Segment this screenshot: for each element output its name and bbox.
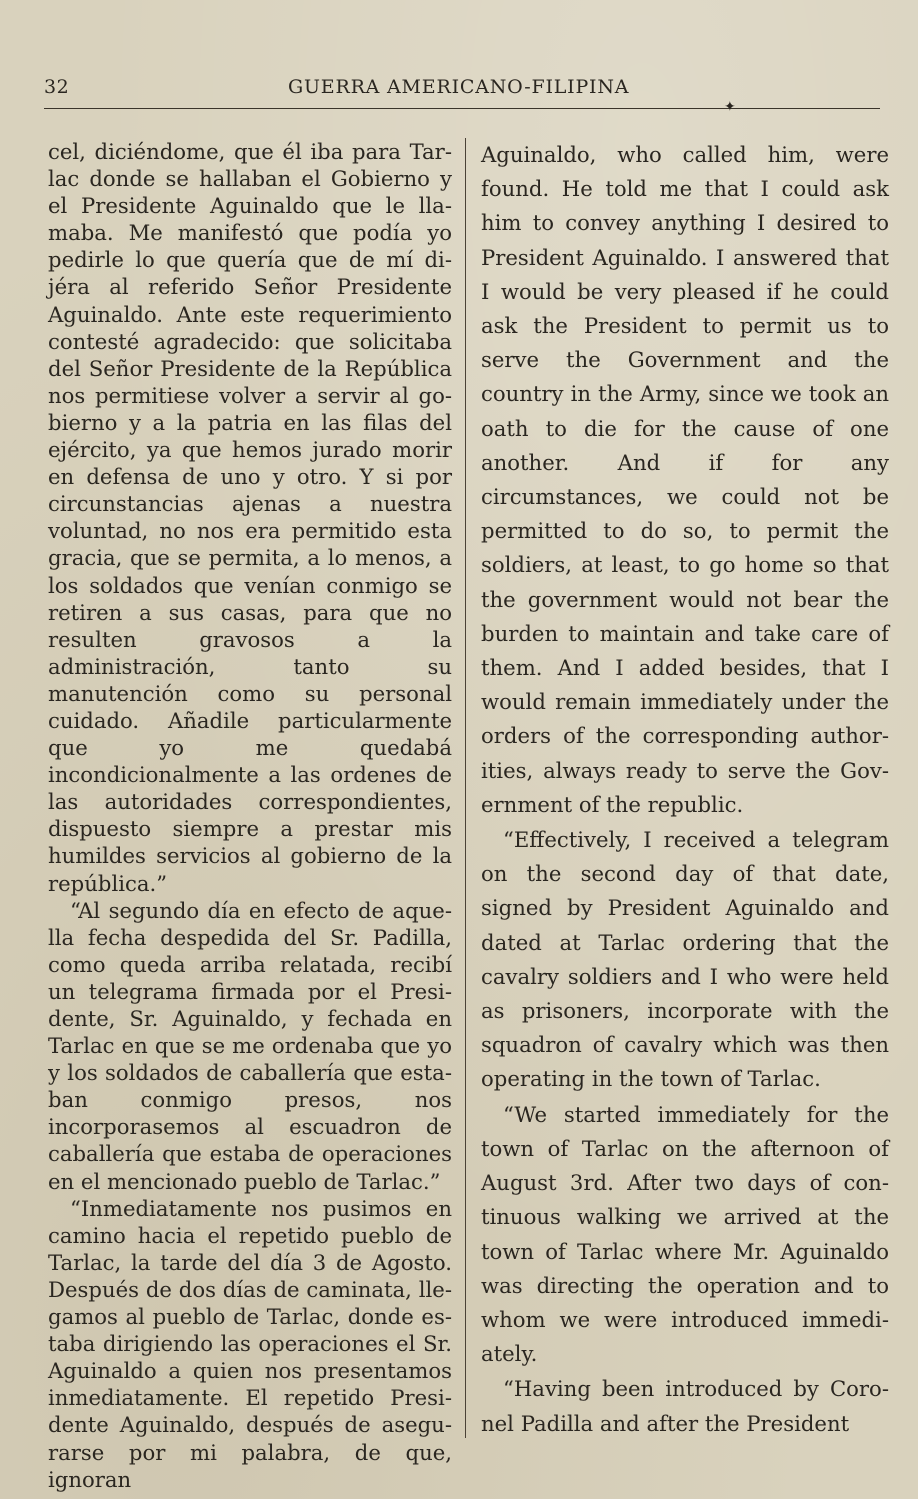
page-header (44, 74, 880, 104)
right-column (481, 138, 889, 1441)
left-column (48, 138, 452, 1493)
left-paragraph-3: “Inmediatamente nos pusimos en camino hacia el repetido pueblo de Tarlac, la tarde del día 3 de Agosto. Después de dos días de caminata, llegamos al pueblo de Tarlac, donde estaba dirigiendo las operaciones el Sr. Aguinaldo a quien nos presentamos inmediatamente. El repetido Presidente Aguinaldo, después de asegurarse por mi palabra, de que, ignoran (48, 1195, 452, 1492)
left-paragraph-2: “Al segundo día en efecto de aquella fecha despedida del Sr. Padilla, como queda arriba relatada, recibí un telegrama firmada por el Presidente, Sr. Aguinaldo, y fechada en Tarlac en que se me ordenaba que yo y los soldados de caballería que estaban conmigo presos, nos incorporasemos al escuadron de caballería que estaba de operaciones en el mencionado pueblo de Tarlac.” (48, 897, 452, 1194)
left-paragraph-1: cel, diciéndome, que él iba para Tarlac donde se hallaban el Gobierno y el Presidente Aguinaldo que le llamaba. Me manifestó que podía yo pedirle lo que quería que de mí dijéra al referido Señor Presidente Aguinaldo. Ante este requerimiento contesté agradecido: que solicitaba del Señor Presidente de la República nos permitiese volver a servir al gobierno y a la patria en las filas del ejército, ya que hemos jurado morir en defensa de uno y otro. Y si por circunstancias ajenas a nuestra voluntad, no nos era permitido esta gracia, que se permita, a lo menos, a los soldados que venían conmigo se retiren a sus casas, para que no resulten gravosos a la administración, tanto su manutención como su personal cuidado. Añadile particularmente que yo me quedabá incondicionalmente a las ordenes de las autoridades correspondientes, dispuesto siempre a prestar mis humildes servicios al gobierno de la república.” (48, 139, 452, 896)
header-rule (44, 108, 880, 109)
right-paragraph-4: “Having been introduced by Coronel Padilla and after the President (481, 1376, 889, 1436)
right-paragraph-1: Aguinaldo, who called him, were found. He told me that I could ask him to convey anything I desired to President Aguinaldo. I answered that I would be very pleased if he could ask the President to permit us to serve the Government and the country in the Army, since we took an oath to die for the cause of one another. And if for any circumstances, we could not be permitted to do so, to permit the soldiers, at least, to go home so that the government would not bear the burden to maintain and take care of them. And I added besides, that I would remain immediately under the orders of the corresponding authorities, always ready to serve the Government of the republic. (481, 142, 889, 817)
ornament-icon: ✦ (724, 99, 736, 115)
column-divider (465, 138, 466, 1438)
page-number: 32 (44, 76, 70, 98)
right-paragraph-3: “We started immediately for the town of Tarlac on the afternoon of August 3rd. After two days of continuous walking we arrived at the town of Tarlac where Mr. Aguinaldo was directing the operation and to whom we were introduced immediately. (481, 1101, 889, 1367)
right-paragraph-2: “Effectively, I received a telegram on the second day of that date, signed by President Aguinaldo and dated at Tarlac ordering that the cavalry soldiers and I who were held as prisoners, incorporate with the squadron of cavalry which was then operating in the town of Tarlac. (481, 827, 889, 1092)
running-title: GUERRA AMERICANO-FILIPINA (288, 76, 630, 98)
